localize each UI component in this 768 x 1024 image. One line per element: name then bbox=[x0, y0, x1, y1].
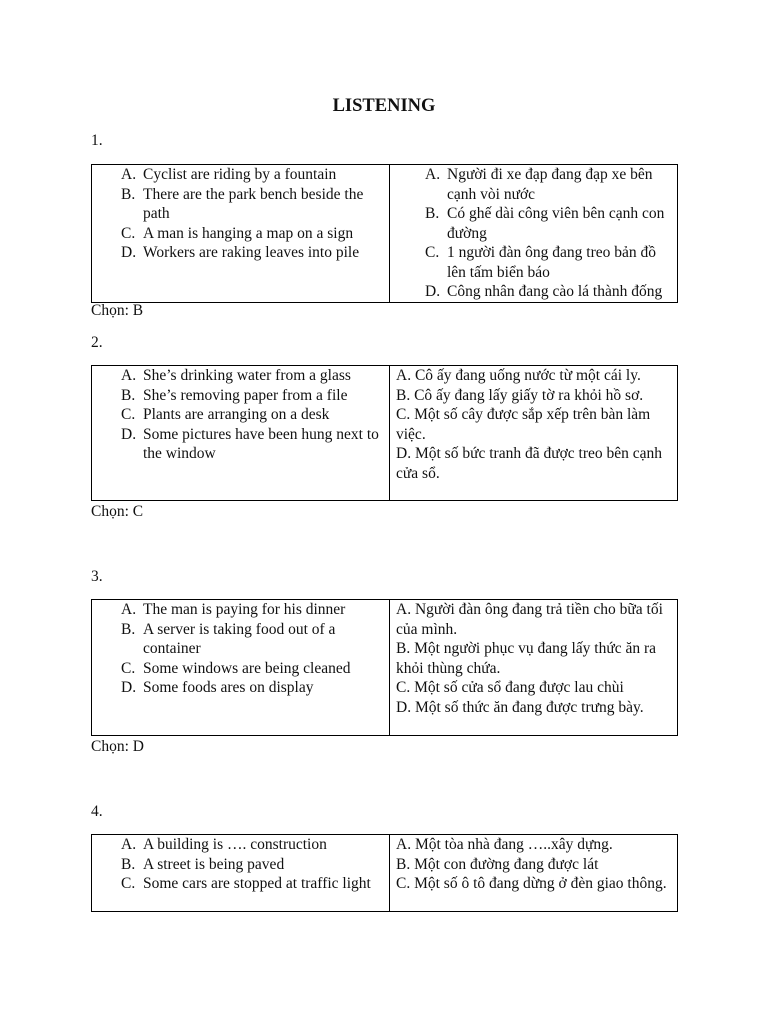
question-number: 1. bbox=[91, 132, 103, 149]
vietnamese-options bbox=[390, 835, 678, 912]
option-item: D. Some foods ares on display bbox=[121, 679, 314, 696]
translation-item: B. Có ghế dài công viên bên cạnh con đường bbox=[425, 205, 665, 242]
option-item: B. A server is taking food out of a container bbox=[121, 620, 336, 657]
english-options bbox=[92, 835, 390, 912]
question-table bbox=[91, 365, 678, 501]
question-number: 4. bbox=[91, 803, 103, 820]
option-item: B. A street is being paved bbox=[121, 855, 285, 873]
option-item: C. Plants are arranging on a desk bbox=[121, 406, 330, 423]
translation-item: A. Cô ấy đang uống nước từ một cái ly. bbox=[396, 367, 641, 384]
option-item: A. A building is …. construction bbox=[121, 836, 327, 853]
question-table bbox=[91, 834, 678, 912]
translation-item: D. Một số bức tranh đã được treo bên cạnh cửa sổ. bbox=[396, 445, 663, 482]
translation-item: D. Công nhân đang cào lá thành đống bbox=[425, 283, 663, 300]
option-item: D. Some pictures have been hung next to the window bbox=[121, 425, 379, 462]
translation-item: D. Một số thức ăn đang được trưng bày. bbox=[396, 698, 644, 716]
translation-item: A. Một tòa nhà đang …..xây dựng. bbox=[396, 836, 613, 853]
option-item: A. She’s drinking water from a glass bbox=[121, 367, 351, 384]
vietnamese-options bbox=[390, 600, 678, 736]
option-item: D. Workers are raking leaves into pile bbox=[121, 244, 360, 261]
translation-item: B. Cô ấy đang lấy giấy tờ ra khỏi hồ sơ. bbox=[396, 386, 644, 404]
translation-item: C. Một số ô tô đang dừng ở đèn giao thông. bbox=[396, 875, 667, 892]
vietnamese-options bbox=[390, 165, 678, 303]
answer-label: Chọn: C bbox=[91, 503, 144, 520]
page-title: LISTENING bbox=[332, 96, 436, 116]
translation-item: A. Người đàn ông đang trả tiền cho bữa tối của mình. bbox=[396, 601, 663, 638]
option-item: A. Cyclist are riding by a fountain bbox=[121, 166, 337, 183]
option-item: B. There are the park bench beside the path bbox=[121, 185, 364, 222]
option-item: C. Some windows are being cleaned bbox=[121, 659, 351, 677]
option-item: C. Some cars are stopped at traffic light bbox=[121, 875, 371, 892]
answer-label: Chọn: B bbox=[91, 302, 144, 319]
question-table bbox=[91, 164, 678, 303]
translation-item: A. Người đi xe đạp đang đạp xe bên cạnh vòi nước bbox=[425, 166, 653, 203]
answer-label: Chọn: D bbox=[91, 738, 144, 755]
vietnamese-options bbox=[390, 366, 678, 501]
translation-item: C. Một số cây được sắp xếp trên bàn làm việc. bbox=[396, 406, 651, 443]
english-options bbox=[92, 366, 390, 501]
translation-item: B. Một người phục vụ đang lấy thức ăn ra khỏi thùng chứa. bbox=[396, 640, 657, 677]
english-options bbox=[92, 165, 390, 303]
option-item: C. A man is hanging a map on a sign bbox=[121, 224, 354, 242]
option-item: B. She’s removing paper from a file bbox=[121, 386, 348, 404]
option-item: A. The man is paying for his dinner bbox=[121, 601, 346, 618]
translation-item: B. Một con đường đang được lát bbox=[396, 855, 599, 873]
question-table bbox=[91, 599, 678, 736]
translation-item: C. Một số cửa sổ đang được lau chùi bbox=[396, 679, 624, 696]
translation-item: C. 1 người đàn ông đang treo bản đồ lên tấm biển báo bbox=[425, 244, 657, 281]
question-number: 3. bbox=[91, 568, 103, 585]
english-options bbox=[92, 600, 390, 736]
question-number: 2. bbox=[91, 334, 103, 351]
